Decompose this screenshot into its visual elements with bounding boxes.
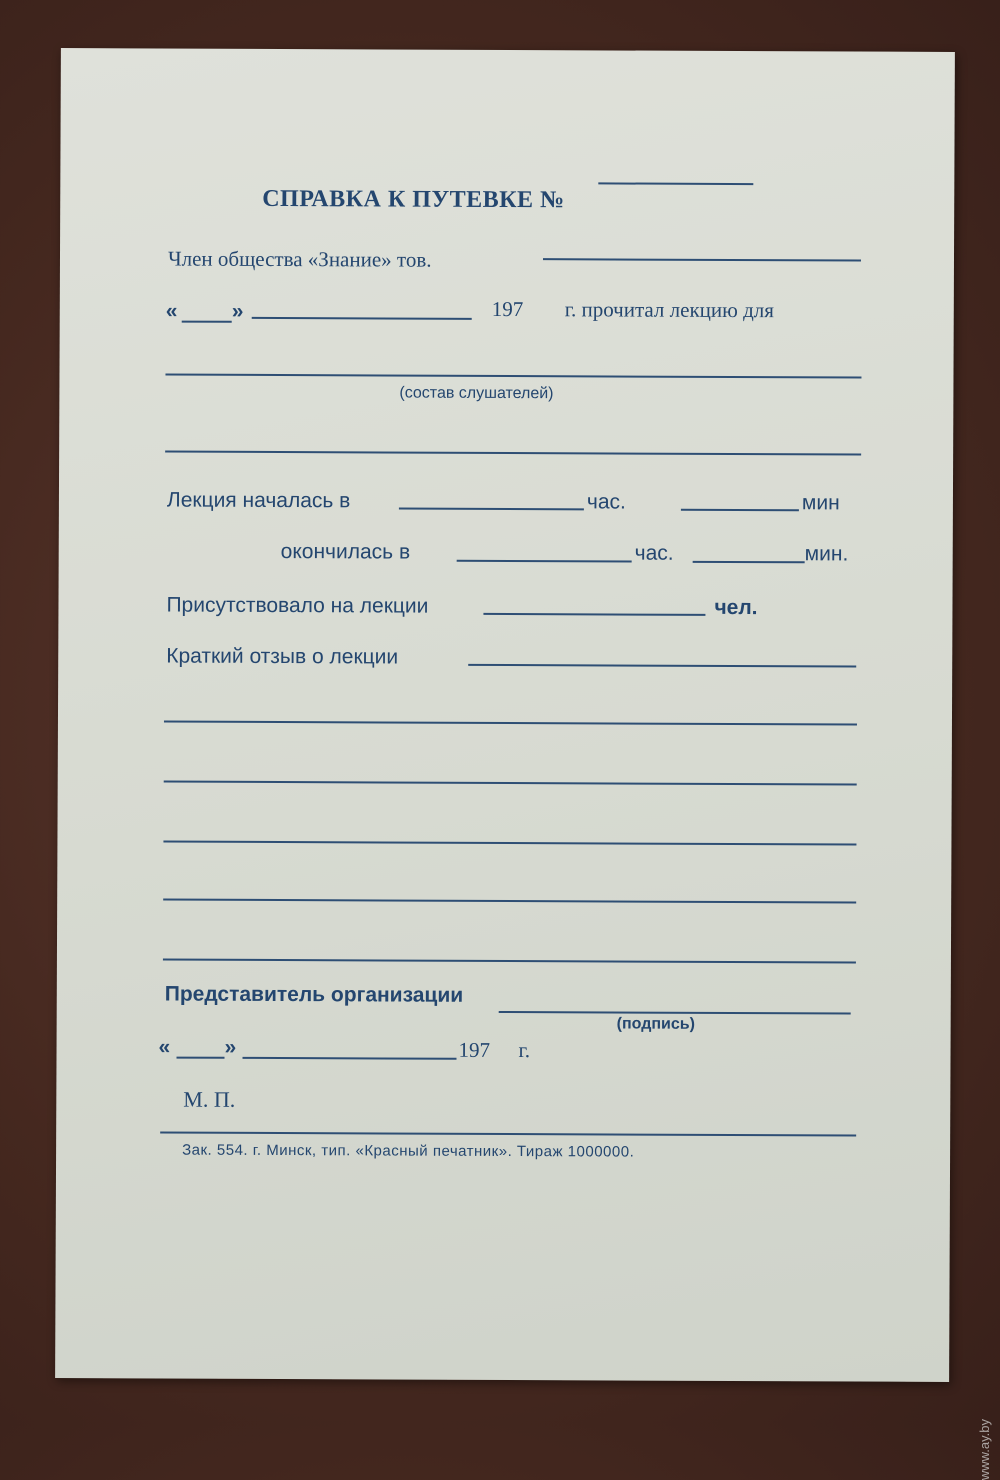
audience-field-2[interactable] — [165, 451, 861, 456]
audience-caption: (состав слушателей) — [399, 384, 554, 403]
review-label: Краткий отзыв о лекции — [166, 644, 399, 669]
representative-label: Представитель организации — [164, 982, 464, 1007]
end-hour-field[interactable] — [457, 560, 632, 563]
month-field-1[interactable] — [252, 317, 472, 320]
year-prefix-1: 197 — [491, 296, 524, 322]
day-field-1[interactable] — [182, 321, 232, 323]
printer-imprint: Зак. 554. г. Минск, тип. «Красный печатник». Тираж 1000000. — [182, 1141, 635, 1161]
end-minute-unit: мин. — [804, 542, 849, 566]
lecture-ended-label: окончилась в — [280, 540, 411, 564]
signature-caption: (подпись) — [616, 1015, 695, 1033]
review-field-6[interactable] — [163, 959, 856, 964]
year-suffix-2: г. — [518, 1038, 531, 1063]
review-field-3[interactable] — [164, 781, 857, 786]
attended-count-field[interactable] — [483, 613, 705, 616]
signature-field[interactable] — [499, 1011, 851, 1015]
audience-field[interactable] — [165, 374, 861, 379]
member-name-field[interactable] — [543, 258, 861, 261]
start-minute-unit: мин — [801, 491, 840, 515]
footer-rule — [160, 1131, 856, 1136]
lecture-started-label: Лекция началась в — [166, 488, 351, 513]
date2-quote-close: » — [224, 1035, 237, 1059]
day-field-2[interactable] — [176, 1057, 224, 1059]
end-hour-unit: час. — [634, 541, 674, 565]
member-label: Член общества «Знание» тов. — [167, 246, 432, 272]
form-title: СПРАВКА К ПУТЕВКЕ № — [262, 185, 565, 214]
start-hour-field[interactable] — [399, 508, 584, 511]
read-lecture-label: г. прочитал лекцию для — [564, 297, 774, 323]
people-unit: чел. — [714, 595, 758, 620]
start-minute-field[interactable] — [681, 509, 799, 512]
review-field-2[interactable] — [164, 721, 857, 726]
title-number-field[interactable] — [598, 182, 753, 184]
watermark-text: www.ay.by — [977, 1419, 992, 1480]
date-quote-close: » — [231, 299, 244, 323]
stamp-place-label: М. П. — [183, 1086, 236, 1112]
attended-label: Присутствовало на лекции — [166, 593, 429, 618]
date-quote-open: « — [165, 299, 178, 323]
end-minute-field[interactable] — [693, 561, 805, 563]
form-sheet — [55, 48, 955, 1382]
month-field-2[interactable] — [242, 1057, 456, 1060]
review-field-4[interactable] — [163, 841, 856, 846]
review-field-1[interactable] — [468, 664, 856, 668]
date2-quote-open: « — [158, 1035, 171, 1059]
start-hour-unit: час. — [586, 490, 626, 514]
review-field-5[interactable] — [163, 899, 856, 904]
year-prefix-2: 197 — [458, 1037, 491, 1062]
